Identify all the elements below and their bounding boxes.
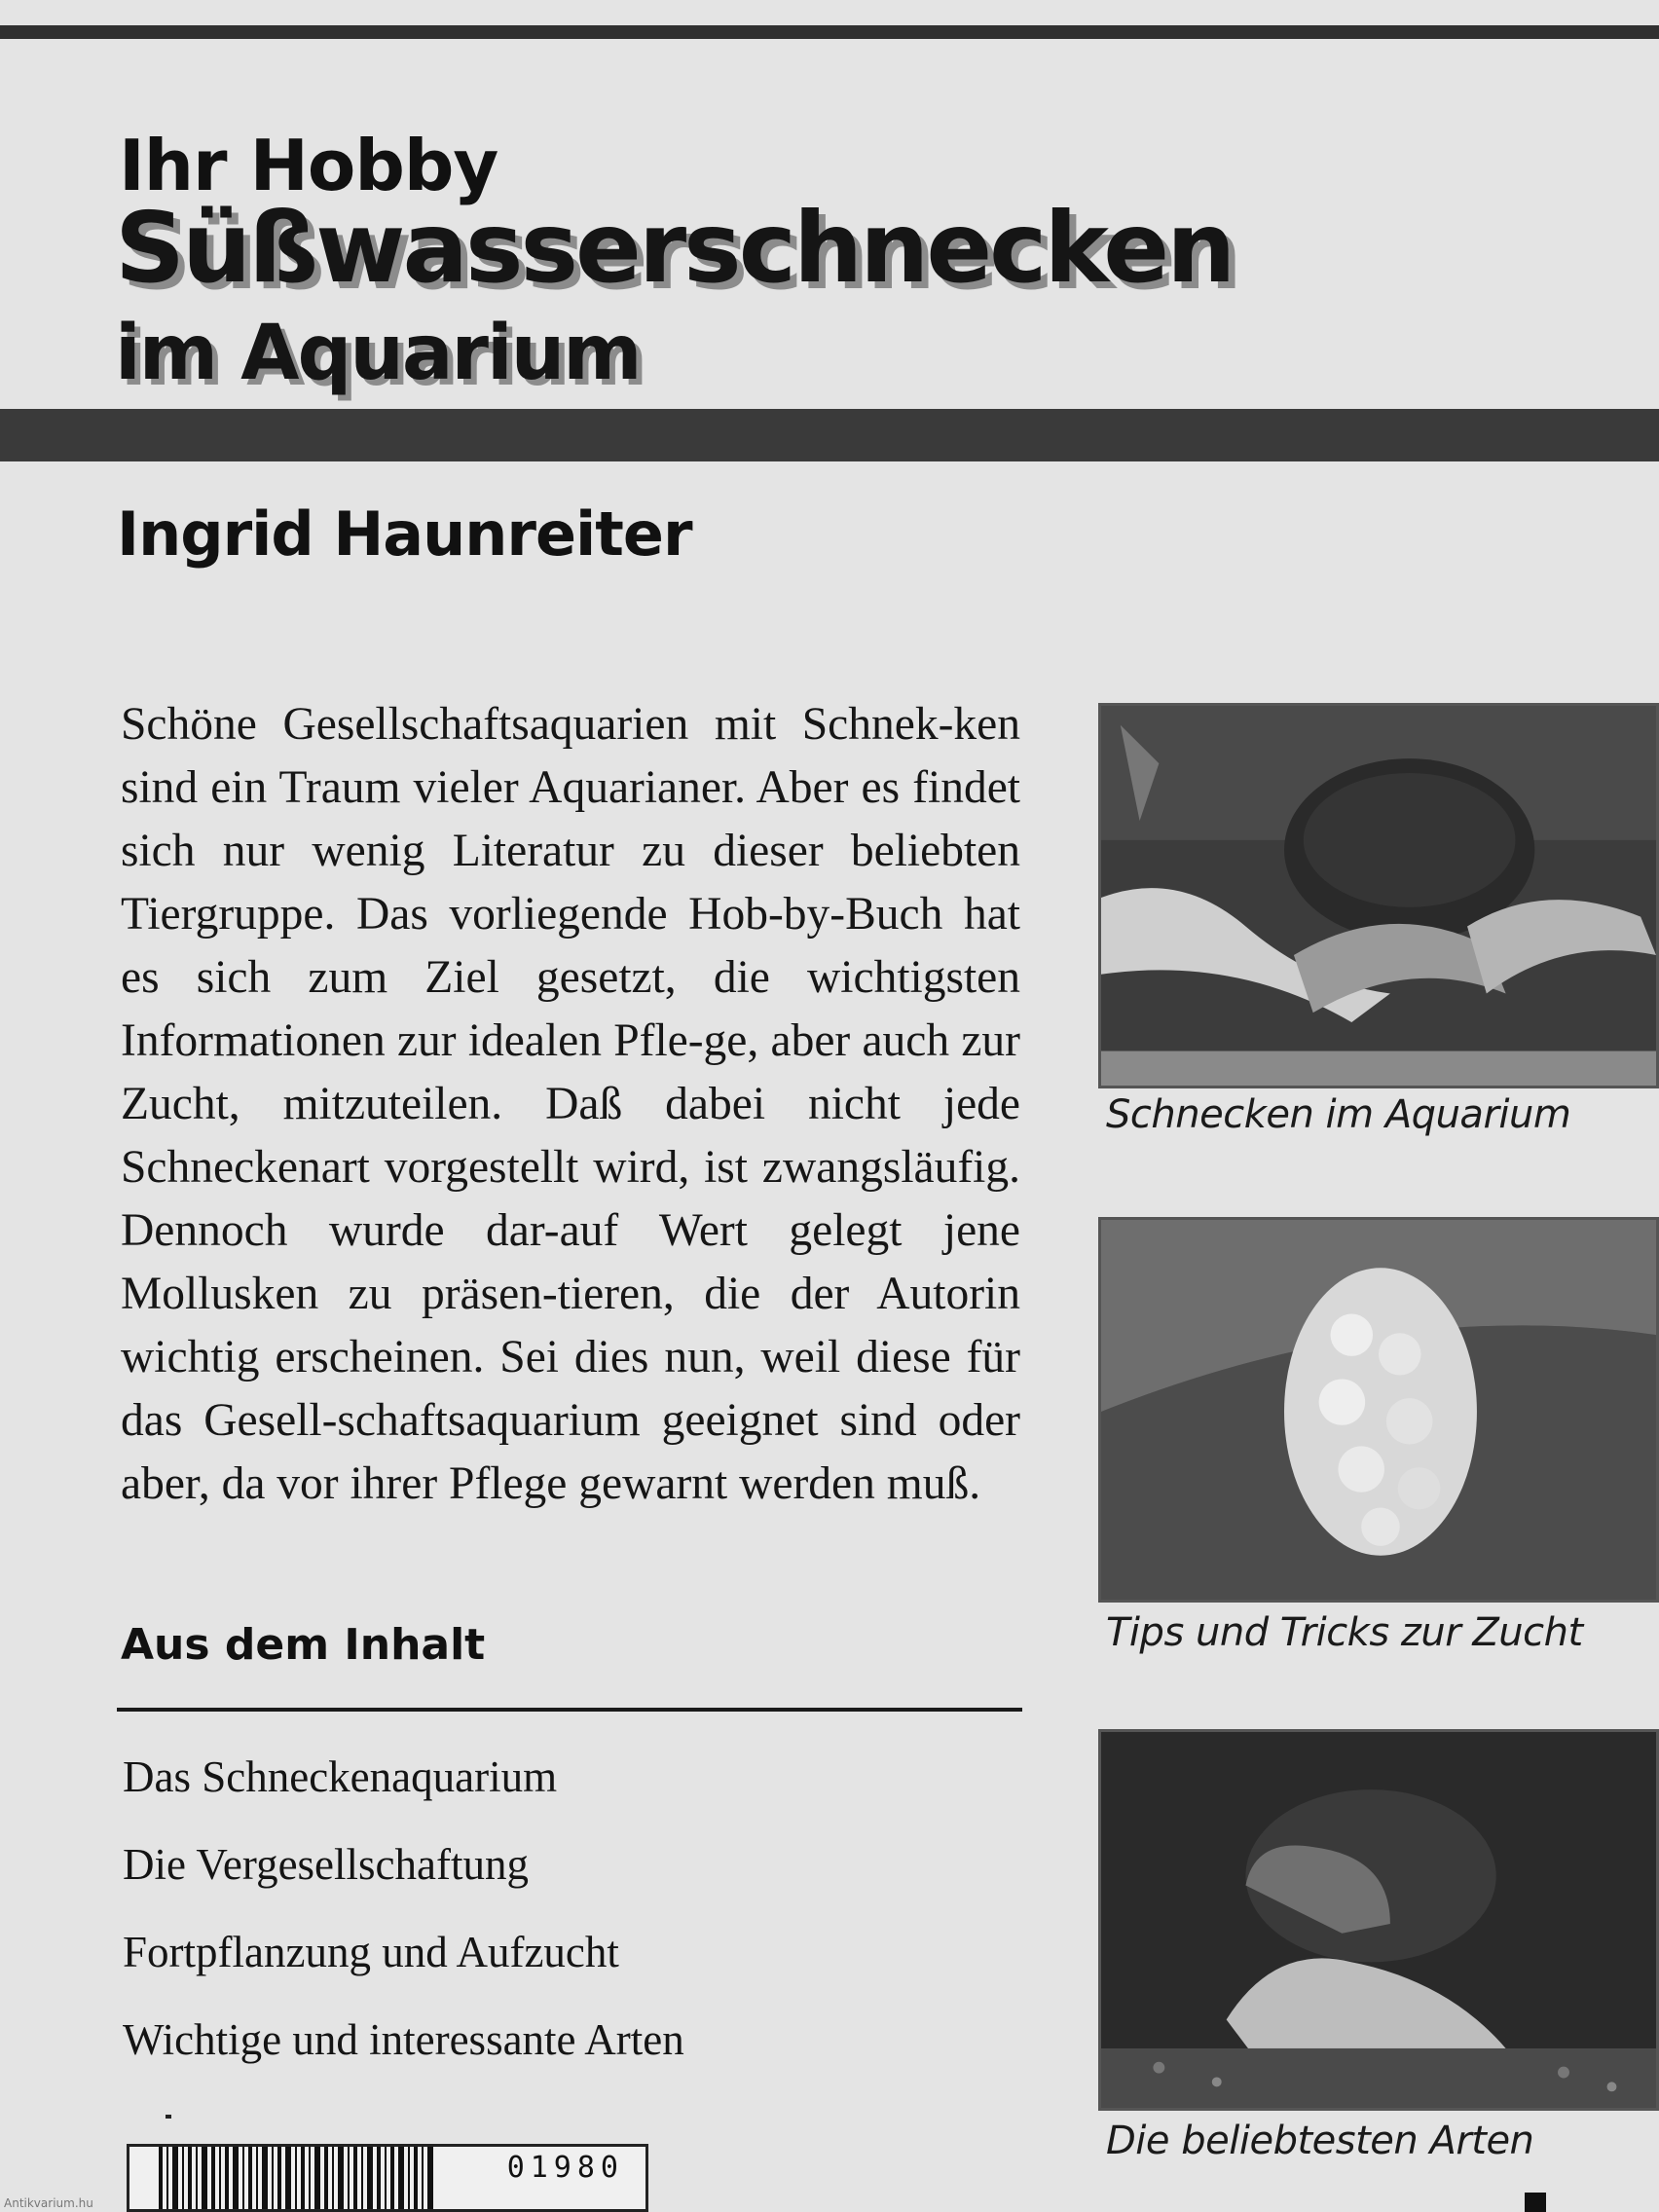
top-rule [0,25,1659,39]
photo-popular-species [1098,1729,1659,2111]
watermark-text: Antikvarium.hu [4,2196,93,2210]
contents-item: Fortpflanzung und Aufzucht [123,1928,619,1976]
contents-heading: Aus dem Inhalt [121,1620,486,1670]
contents-list [123,1743,684,2093]
title-divider-bar [0,409,1659,461]
corner-mark [1525,2193,1546,2212]
photo-snails-aquarium [1098,703,1659,1088]
series-name: Ihr Hobby [119,125,498,206]
contents-item: Das Schneckenaquarium [123,1752,558,1801]
small-mark [166,2115,171,2119]
photo-popular-species-image [1101,1732,1656,2108]
contents-item: Die Vergesellschaftung [123,1840,529,1889]
photo-caption: Die beliebtesten Arten [1106,2119,1534,2163]
photo-breeding-tips-image [1101,1220,1656,1600]
blurb-text: Schöne Gesellschaftsaquarien mit Schnek-ken sind ein Traum vieler Aquarianer. Aber es findet sich nur wenig Literatur zu dieser beliebten Tiergruppe. Das vorliegende Hob-by-Buch hat es sich zum Ziel gesetzt, die wichtigsten Informationen zur idealen Pfle-ge, aber auch zur Zucht, mitzuteilen. Daß dabei nicht jede Schneckenart vorgestellt wird, ist zwangsläufig. Dennoch wurde dar-auf Wert gelegt jene Mollusken zu präsen-tieren, die der Autorin wichtig erscheinen. Sei dies nun, weil diese für das Gesell-schaftsaquarium geeignet sind oder aber, da vor ihrer Pflege gewarnt werden muß. [121,699,1020,1509]
barcode-number: 01980 [506,2151,624,2185]
author-name: Ingrid Haunreiter [117,498,692,570]
book-title-line1: Süßwasserschnecken [115,191,1234,305]
barcode [127,2144,648,2212]
photo-caption: Tips und Tricks zur Zucht [1106,1610,1583,1655]
book-title-line2: im Aquarium [115,310,641,397]
contents-item: Wichtige und interessante Arten [123,2015,684,2064]
contents-divider [117,1708,1022,1712]
barcode-bars [159,2147,451,2209]
photo-breeding-tips [1098,1217,1659,1603]
photo-caption: Schnecken im Aquarium [1106,1092,1571,1137]
photo-snails-aquarium-image [1101,706,1656,1086]
